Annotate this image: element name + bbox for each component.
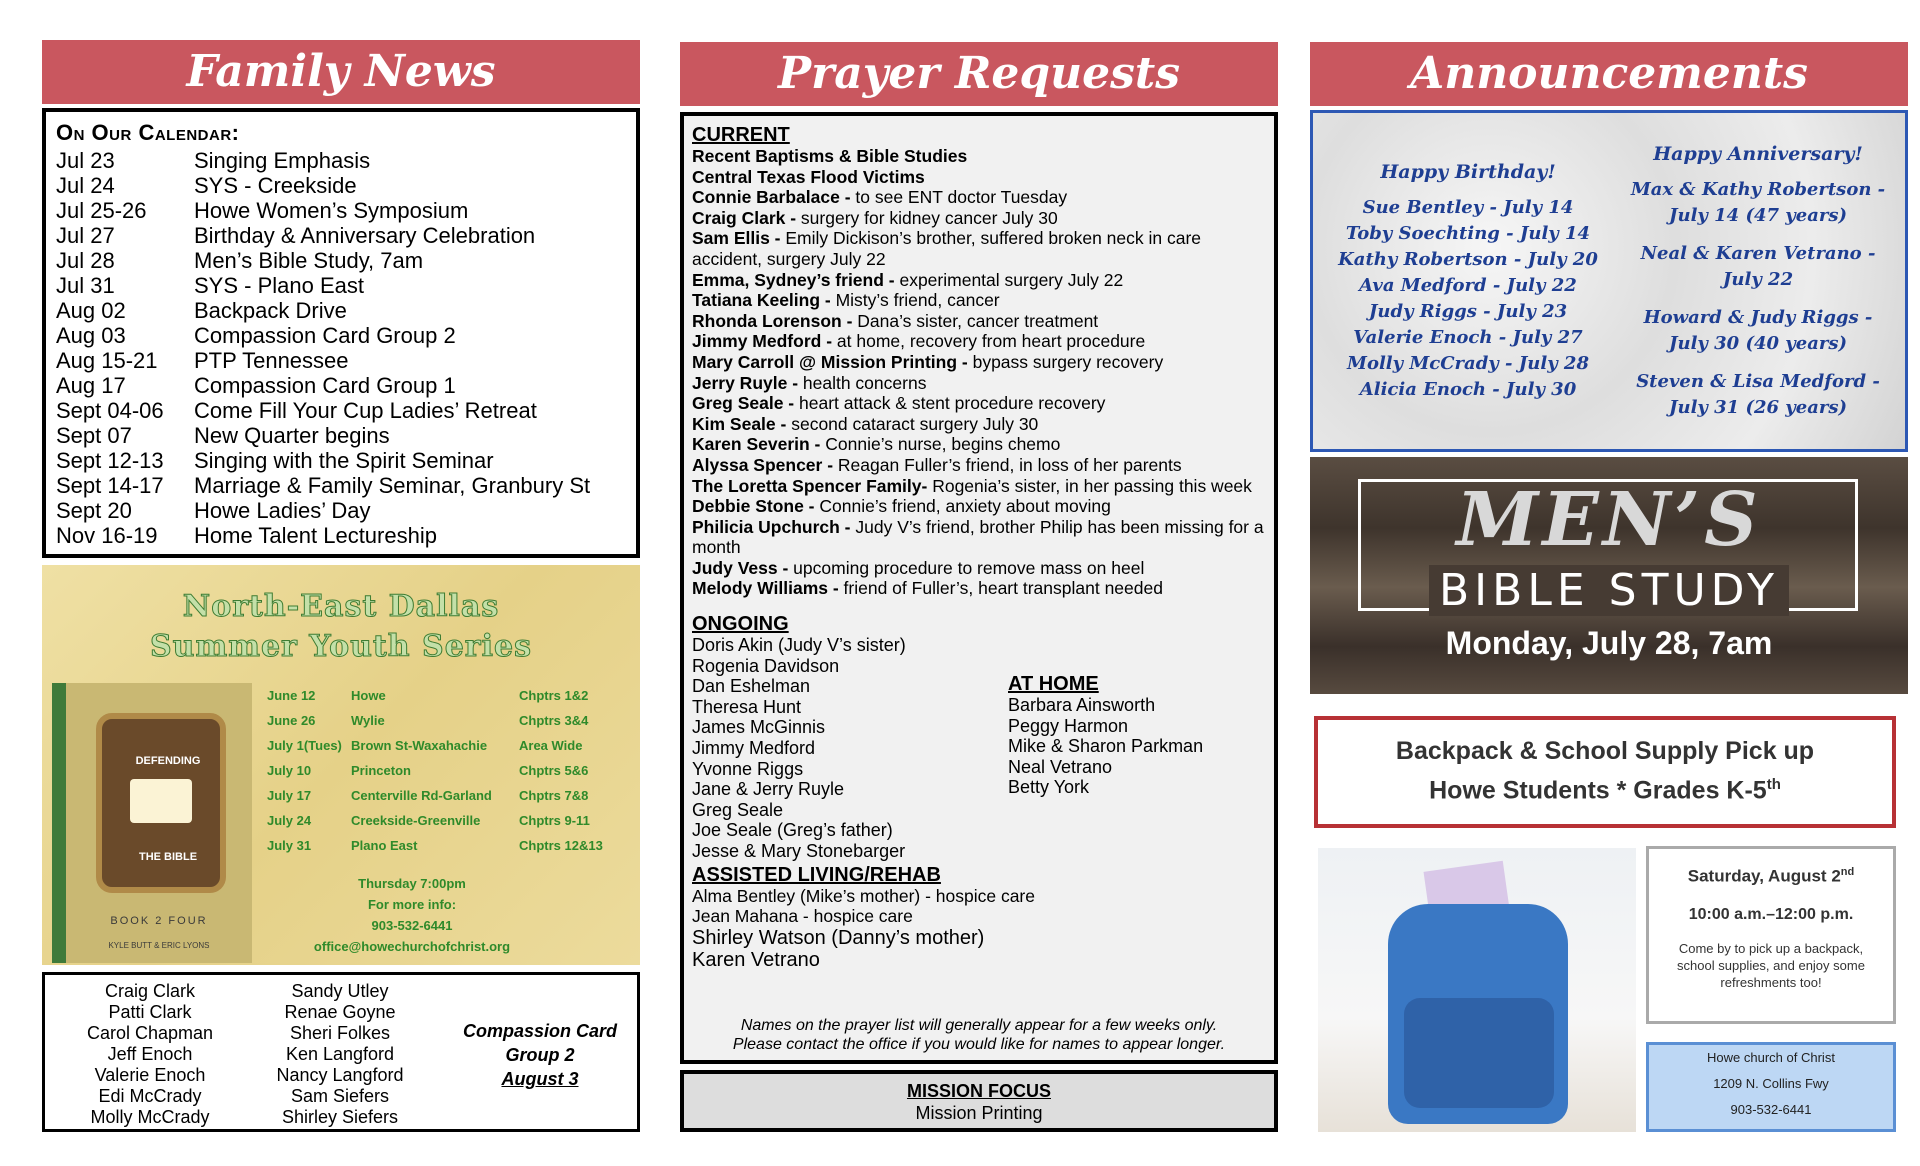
schedule-chapters: Chptrs 5&6: [519, 763, 589, 778]
birthday-item: Valerie Enoch - July 27: [1353, 327, 1583, 348]
prayer-note: at home, recovery from heart procedure: [832, 331, 1146, 352]
schedule-chapters: Chptrs 3&4: [519, 713, 589, 728]
calendar-row: [56, 148, 626, 173]
mens-subtitle: [1310, 565, 1908, 617]
birthday-item: Molly McCrady - July 28: [1347, 353, 1589, 374]
schedule-location: Creekside-Greenville: [351, 813, 481, 828]
prayer-name: Jerry Ruyle -: [692, 372, 799, 393]
church-address: 1209 N. Collins Fwy: [1713, 1076, 1829, 1091]
calendar-row: [56, 298, 626, 323]
schedule-row: [267, 808, 637, 833]
prayer-name: Karen Severin -: [692, 434, 821, 455]
calendar-event: SYS - Plano East: [194, 273, 364, 298]
anniversary-item: [1613, 305, 1903, 357]
prayer-note: bypass surgery recovery: [967, 351, 1164, 372]
prayer-name: Kim Seale -: [692, 413, 787, 434]
prayer-note-line1: Names on the prayer list will generally appear for a few weeks only.: [740, 1017, 1218, 1034]
calendar-row: [56, 398, 626, 423]
backpack-time: 10:00 a.m.–12:00 p.m.: [1688, 905, 1854, 923]
prayer-note: Emily Dickison’s brother, suffered broken neck in care accident, surgery July 22: [692, 228, 1202, 269]
calendar-row: [56, 448, 626, 473]
backpack-banner: [1314, 716, 1896, 828]
anniversary-couple: Max & Kathy Robertson -: [1630, 179, 1886, 200]
schedule-row: [267, 783, 637, 808]
backpack-grades: [1318, 768, 1892, 807]
compassion-name: Patti Clark: [108, 1002, 192, 1022]
book-cover-image: [52, 683, 252, 963]
calendar-row: [56, 348, 626, 373]
prayer-item: [692, 290, 1266, 311]
current-heading: CURRENT: [692, 124, 790, 146]
prayer-note: Connie’s nurse, begins chemo: [820, 434, 1061, 455]
ongoing-item: Dan Eshelman: [692, 676, 811, 697]
calendar-event: Compassion Card Group 2: [194, 323, 456, 348]
schedule-location: Wylie: [351, 713, 385, 728]
prayer-item: [692, 187, 1266, 208]
schedule-chapters: Chptrs 12&13: [519, 838, 603, 853]
prayer-item: [692, 311, 1266, 332]
schedule-date: July 31: [267, 838, 312, 853]
calendar-event: Backpack Drive: [194, 298, 347, 323]
calendar-date: Sept 20: [56, 498, 132, 523]
calendar-row: [56, 273, 626, 298]
book-number: BOOK 2 FOUR: [110, 915, 208, 927]
compassion-name: Valerie Enoch: [94, 1065, 206, 1085]
prayer-item: [692, 455, 1266, 476]
prayer-item: [692, 476, 1266, 497]
calendar-date: Jul 28: [56, 248, 115, 273]
schedule-chapters: Chptrs 7&8: [519, 788, 589, 803]
calendar-date: Sept 07: [56, 423, 132, 448]
prayer-note: experimental surgery July 22: [894, 269, 1124, 290]
book-emblem-icon: [96, 713, 226, 893]
series-email: office@howechurchofchrist.org: [313, 939, 511, 954]
compassion-name: Sheri Folkes: [289, 1023, 391, 1043]
prayer-item: [692, 373, 1266, 394]
calendar-date: Aug 02: [56, 298, 126, 323]
compassion-name: Molly McCrady: [90, 1107, 210, 1127]
prayer-name: The Loretta Spencer Family-: [692, 475, 928, 496]
series-more-info: For more info:: [367, 897, 457, 912]
prayer-note: Judy V’s friend, brother Philip has been missing for a month: [692, 516, 1264, 558]
prayer-note: Misty’s friend, cancer: [830, 290, 1000, 311]
prayer-name: Melody Williams -: [692, 578, 839, 599]
anniversary-date: July 31 (26 years): [1668, 397, 1848, 418]
backpack-details: [1646, 846, 1896, 1024]
compassion-name: Nancy Langford: [276, 1065, 404, 1085]
series-contact: [267, 873, 557, 957]
birthday-item: Alicia Enoch - July 30: [1359, 379, 1577, 400]
schedule-date: June 12: [267, 688, 316, 703]
ongoing-section: [692, 613, 1266, 862]
ongoing-item: Jesse & Mary Stonebarger: [692, 841, 906, 861]
prayer-note: heart attack & stent procedure recovery: [794, 393, 1106, 414]
prayer-name: Tatiana Keeling -: [692, 290, 831, 311]
anniversary-couple: Neal & Karen Vetrano -: [1640, 243, 1876, 264]
mission-focus-box: [680, 1070, 1278, 1132]
birthday-item: Sue Bentley - July 14: [1362, 197, 1574, 218]
ongoing-heading: ONGOING: [692, 613, 789, 636]
compassion-name: Carol Chapman: [86, 1023, 214, 1043]
schedule-chapters: Area Wide: [519, 738, 583, 753]
prayer-name: Philicia Upchurch -: [692, 516, 851, 537]
at-home-item: Mike & Sharon Parkman: [1008, 736, 1204, 757]
compassion-name: Jeff Enoch: [107, 1044, 193, 1064]
calendar-event: Compassion Card Group 1: [194, 373, 456, 398]
ongoing-item: Jane & Jerry Ruyle: [692, 779, 845, 800]
summer-youth-series-flyer: [42, 565, 640, 965]
ongoing-item: Doris Akin (Judy V’s sister): [692, 635, 906, 656]
anniversary-column: [1613, 141, 1903, 433]
compassion-name: Sam Siefers: [290, 1086, 390, 1106]
church-name: Howe church of Christ: [1707, 1050, 1835, 1065]
prayer-item: [692, 270, 1266, 291]
anniversary-item: [1613, 369, 1903, 421]
schedule-location: Princeton: [351, 763, 411, 778]
assisted-living-heading: ASSISTED LIVING/REHAB: [692, 863, 941, 886]
schedule-row: [267, 833, 637, 858]
calendar-list: [56, 148, 626, 548]
compassion-names-col2: [245, 981, 435, 1128]
prayer-note: friend of Fuller’s, heart transplant needed: [838, 578, 1163, 599]
prayer-item: [692, 414, 1266, 435]
prayer-name: Debbie Stone -: [692, 496, 815, 517]
prayer-item: [692, 558, 1266, 579]
prayer-item: [692, 352, 1266, 373]
anniversary-title: Happy Anniversary!: [1653, 143, 1863, 165]
schedule-location: Centerville Rd-Garland: [351, 788, 492, 803]
backpack-date-sup: nd: [1840, 866, 1855, 878]
calendar-date: Jul 25-26: [56, 198, 147, 223]
backpack-grades-text: Howe Students * Grades K-5: [1429, 776, 1767, 805]
ongoing-item: Jimmy Medford: [692, 738, 816, 759]
anniversary-date: July 22: [1722, 269, 1794, 290]
church-phone: 903-532-6441: [1730, 1102, 1812, 1117]
birthday-item: Toby Soechting - July 14: [1345, 223, 1591, 244]
ongoing-item: Yvonne Riggs: [692, 758, 804, 779]
compassion-label-line1: Compassion Card: [462, 1021, 618, 1041]
calendar-event: Birthday & Anniversary Celebration: [194, 223, 536, 248]
calendar-date: Jul 31: [56, 273, 115, 298]
calendar-event: Howe Women’s Symposium: [194, 198, 469, 223]
compassion-name: Renae Goyne: [284, 1002, 396, 1022]
schedule-row: [267, 708, 637, 733]
schedule-chapters: Chptrs 9-11: [519, 813, 590, 828]
prayer-note-line2: Please contact the office if you would like for names to appear longer.: [732, 1036, 1226, 1053]
church-contact-box: [1646, 1042, 1896, 1132]
calendar-date: Sept 14-17: [56, 473, 164, 498]
series-title: [42, 587, 640, 667]
backpack-date: [1649, 861, 1893, 888]
prayer-item: [692, 228, 1266, 269]
compassion-label-line2: Group 2: [505, 1045, 575, 1065]
celebrations-panel: [1310, 110, 1908, 452]
at-home-item: Betty York: [1008, 777, 1090, 798]
calendar-date: Aug 03: [56, 323, 126, 348]
anniversary-item: [1613, 177, 1903, 229]
birthday-column: [1323, 159, 1613, 403]
prayer-requests-header: Prayer Requests: [680, 42, 1278, 106]
anniversary-date: July 30 (40 years): [1668, 333, 1848, 354]
series-title-line1: North-East Dallas: [182, 589, 500, 624]
prayer-item: [692, 578, 1266, 599]
calendar-event: Singing Emphasis: [194, 148, 371, 173]
birthday-title: Happy Birthday!: [1380, 161, 1556, 183]
prayer-item: [692, 496, 1266, 517]
calendar-row: [56, 498, 626, 523]
mission-focus-text: Mission Printing: [915, 1103, 1043, 1123]
ongoing-item: Joe Seale (Greg’s father): [692, 820, 893, 841]
anniversary-couple: Steven & Lisa Medford -: [1636, 371, 1880, 392]
prayer-bold-item: Recent Baptisms & Bible Studies: [692, 146, 968, 166]
schedule-location: Brown St-Waxahachie: [351, 738, 488, 753]
mens-title: MEN’S: [1456, 477, 1762, 563]
schedule-row: [267, 683, 637, 708]
prayer-note: second cataract surgery July 30: [786, 413, 1039, 434]
calendar-event: Singing with the Spirit Seminar: [194, 448, 494, 473]
at-home-item: Neal Vetrano: [1008, 756, 1113, 777]
calendar-row: [56, 523, 626, 548]
family-news-header: Family News: [42, 40, 640, 104]
prayer-item: [692, 331, 1266, 352]
series-time: Thursday 7:00pm: [358, 876, 466, 891]
backpack-description: Come by to pick up a backpack, school supplies, and enjoy some refreshments too!: [1677, 940, 1865, 990]
birthday-item: Ava Medford - July 22: [1359, 275, 1577, 296]
prayer-note: upcoming procedure to remove mass on heel: [788, 557, 1145, 578]
prayer-requests-box: [680, 112, 1278, 1064]
calendar-date: Jul 24: [56, 173, 115, 198]
birthday-item: Kathy Robertson - July 20: [1338, 249, 1598, 270]
mission-focus-title: MISSION FOCUS: [906, 1081, 1051, 1101]
backpack-grades-sup: th: [1766, 776, 1781, 793]
calendar-row: [56, 198, 626, 223]
calendar-event: Men’s Bible Study, 7am: [194, 248, 424, 273]
prayer-bold-item: Central Texas Flood Victims: [692, 166, 925, 187]
at-home-item: Barbara Ainsworth: [1008, 695, 1156, 716]
mens-bible-study-panel: [1310, 457, 1908, 694]
calendar-row: [56, 223, 626, 248]
compassion-name: Shirley Siefers: [281, 1107, 399, 1127]
calendar-event: Come Fill Your Cup Ladies’ Retreat: [194, 398, 537, 423]
series-phone: 903-532-6441: [371, 918, 453, 933]
schedule-date: July 1(Tues): [267, 738, 342, 753]
calendar-date: Sept 04-06: [56, 398, 164, 423]
assisted-item: Shirley Watson (Danny’s mother): [692, 926, 985, 949]
mens-date: Monday, July 28, 7am: [1445, 625, 1773, 661]
prayer-note: Reagan Fuller’s friend, in loss of her parents: [833, 454, 1182, 475]
schedule-row: [267, 758, 637, 783]
calendar-date: Jul 27: [56, 223, 115, 248]
assisted-item: Karen Vetrano: [692, 948, 820, 971]
mens-subtitle-text: BIBLE STUDY: [1429, 565, 1789, 616]
schedule-row: [267, 733, 637, 758]
compassion-name: Craig Clark: [104, 981, 196, 1001]
compassion-group-label: [445, 1019, 635, 1091]
prayer-item: [692, 434, 1266, 455]
at-home-heading: AT HOME: [1008, 673, 1099, 696]
prayer-note: Dana’s sister, cancer treatment: [852, 310, 1099, 331]
prayer-item: [692, 517, 1266, 558]
ongoing-item: Greg Seale: [692, 799, 784, 820]
ongoing-item: Rogenia Davidson: [692, 655, 840, 676]
at-home-item: Peggy Harmon: [1008, 715, 1129, 736]
calendar-event: PTP Tennessee: [194, 348, 349, 373]
prayer-item: [692, 208, 1266, 229]
schedule-chapters: Chptrs 1&2: [519, 688, 589, 703]
calendar-event: Howe Ladies’ Day: [194, 498, 371, 523]
ongoing-item: James McGinnis: [692, 717, 826, 738]
calendar-event: SYS - Creekside: [194, 173, 357, 198]
backpack-date-text: Saturday, August 2: [1687, 866, 1841, 886]
calendar-title: On Our Calendar:: [56, 120, 240, 145]
ongoing-item: Theresa Hunt: [692, 696, 802, 717]
announcements-header: Announcements: [1310, 42, 1908, 106]
schedule-date: July 17: [267, 788, 312, 803]
series-schedule: [267, 683, 637, 858]
schedule-location: Plano East: [351, 838, 418, 853]
prayer-note: Connie’s friend, anxiety about moving: [814, 496, 1111, 517]
prayer-name: Emma, Sydney’s friend -: [692, 269, 895, 290]
current-prayer-list: [692, 187, 1266, 599]
calendar-row: [56, 323, 626, 348]
birthday-item: Judy Riggs - July 23: [1368, 301, 1568, 322]
calendar-date: Aug 15-21: [56, 348, 158, 373]
at-home-section: [1008, 673, 1268, 798]
prayer-note: to see ENT doctor Tuesday: [850, 187, 1068, 208]
prayer-name: Connie Barbalace -: [692, 187, 851, 208]
prayer-name: Greg Seale -: [692, 393, 795, 414]
backpack-title: Backpack & School Supply Pick up: [1395, 737, 1815, 765]
prayer-name: Rhonda Lorenson -: [692, 310, 853, 331]
calendar-date: Sept 12-13: [56, 448, 164, 473]
calendar-date: Nov 16-19: [56, 523, 158, 548]
prayer-note: surgery for kidney cancer July 30: [796, 207, 1058, 228]
book-label-top: DEFENDING: [135, 755, 201, 767]
calendar-event: Marriage & Family Seminar, Granbury St: [194, 473, 591, 498]
compassion-date: August 3: [501, 1069, 579, 1089]
calendar-box: [42, 108, 640, 558]
compassion-name: Sandy Utley: [291, 981, 389, 1001]
compassion-name: Edi McCrady: [98, 1086, 202, 1106]
compassion-names-col1: [55, 981, 245, 1128]
schedule-date: July 10: [267, 763, 312, 778]
calendar-date: Jul 23: [56, 148, 115, 173]
calendar-row: [56, 373, 626, 398]
prayer-item: [692, 393, 1266, 414]
prayer-name: Judy Vess -: [692, 557, 789, 578]
schedule-date: June 26: [267, 713, 316, 728]
prayer-note: Rogenia’s sister, in her passing this week: [927, 475, 1252, 496]
schedule-date: July 24: [267, 813, 312, 828]
assisted-item: Alma Bentley (Mike’s mother) - hospice care: [692, 885, 1035, 906]
calendar-row: [56, 473, 626, 498]
anniversary-item: [1613, 241, 1903, 293]
prayer-list-note: [692, 1016, 1266, 1054]
assisted-item: Jean Mahana - hospice care: [692, 906, 913, 927]
prayer-name: Jimmy Medford -: [692, 331, 833, 352]
calendar-date: Aug 17: [56, 373, 126, 398]
book-label-bottom: THE BIBLE: [138, 851, 198, 863]
calendar-event: New Quarter begins: [194, 423, 390, 448]
prayer-name: Alyssa Spencer -: [692, 454, 834, 475]
series-title-line2: Summer Youth Series: [150, 629, 532, 664]
calendar-event: Home Talent Lectureship: [194, 523, 437, 548]
anniversary-couple: Howard & Judy Riggs -: [1643, 307, 1873, 328]
prayer-name: Sam Ellis -: [692, 228, 781, 249]
anniversary-date: July 14 (47 years): [1668, 205, 1848, 226]
calendar-row: [56, 173, 626, 198]
prayer-name: Craig Clark -: [692, 207, 797, 228]
backpack-image: [1318, 848, 1636, 1132]
prayer-note: health concerns: [798, 372, 927, 393]
compassion-card-box: [42, 972, 640, 1132]
compassion-name: Ken Langford: [285, 1044, 395, 1064]
backpack-pocket-icon: [1404, 998, 1554, 1108]
book-authors: KYLE BUTT & ERIC LYONS: [108, 941, 210, 950]
schedule-location: Howe: [351, 688, 386, 703]
calendar-row: [56, 423, 626, 448]
prayer-name: Mary Carroll @ Mission Printing -: [692, 351, 968, 372]
calendar-row: [56, 248, 626, 273]
